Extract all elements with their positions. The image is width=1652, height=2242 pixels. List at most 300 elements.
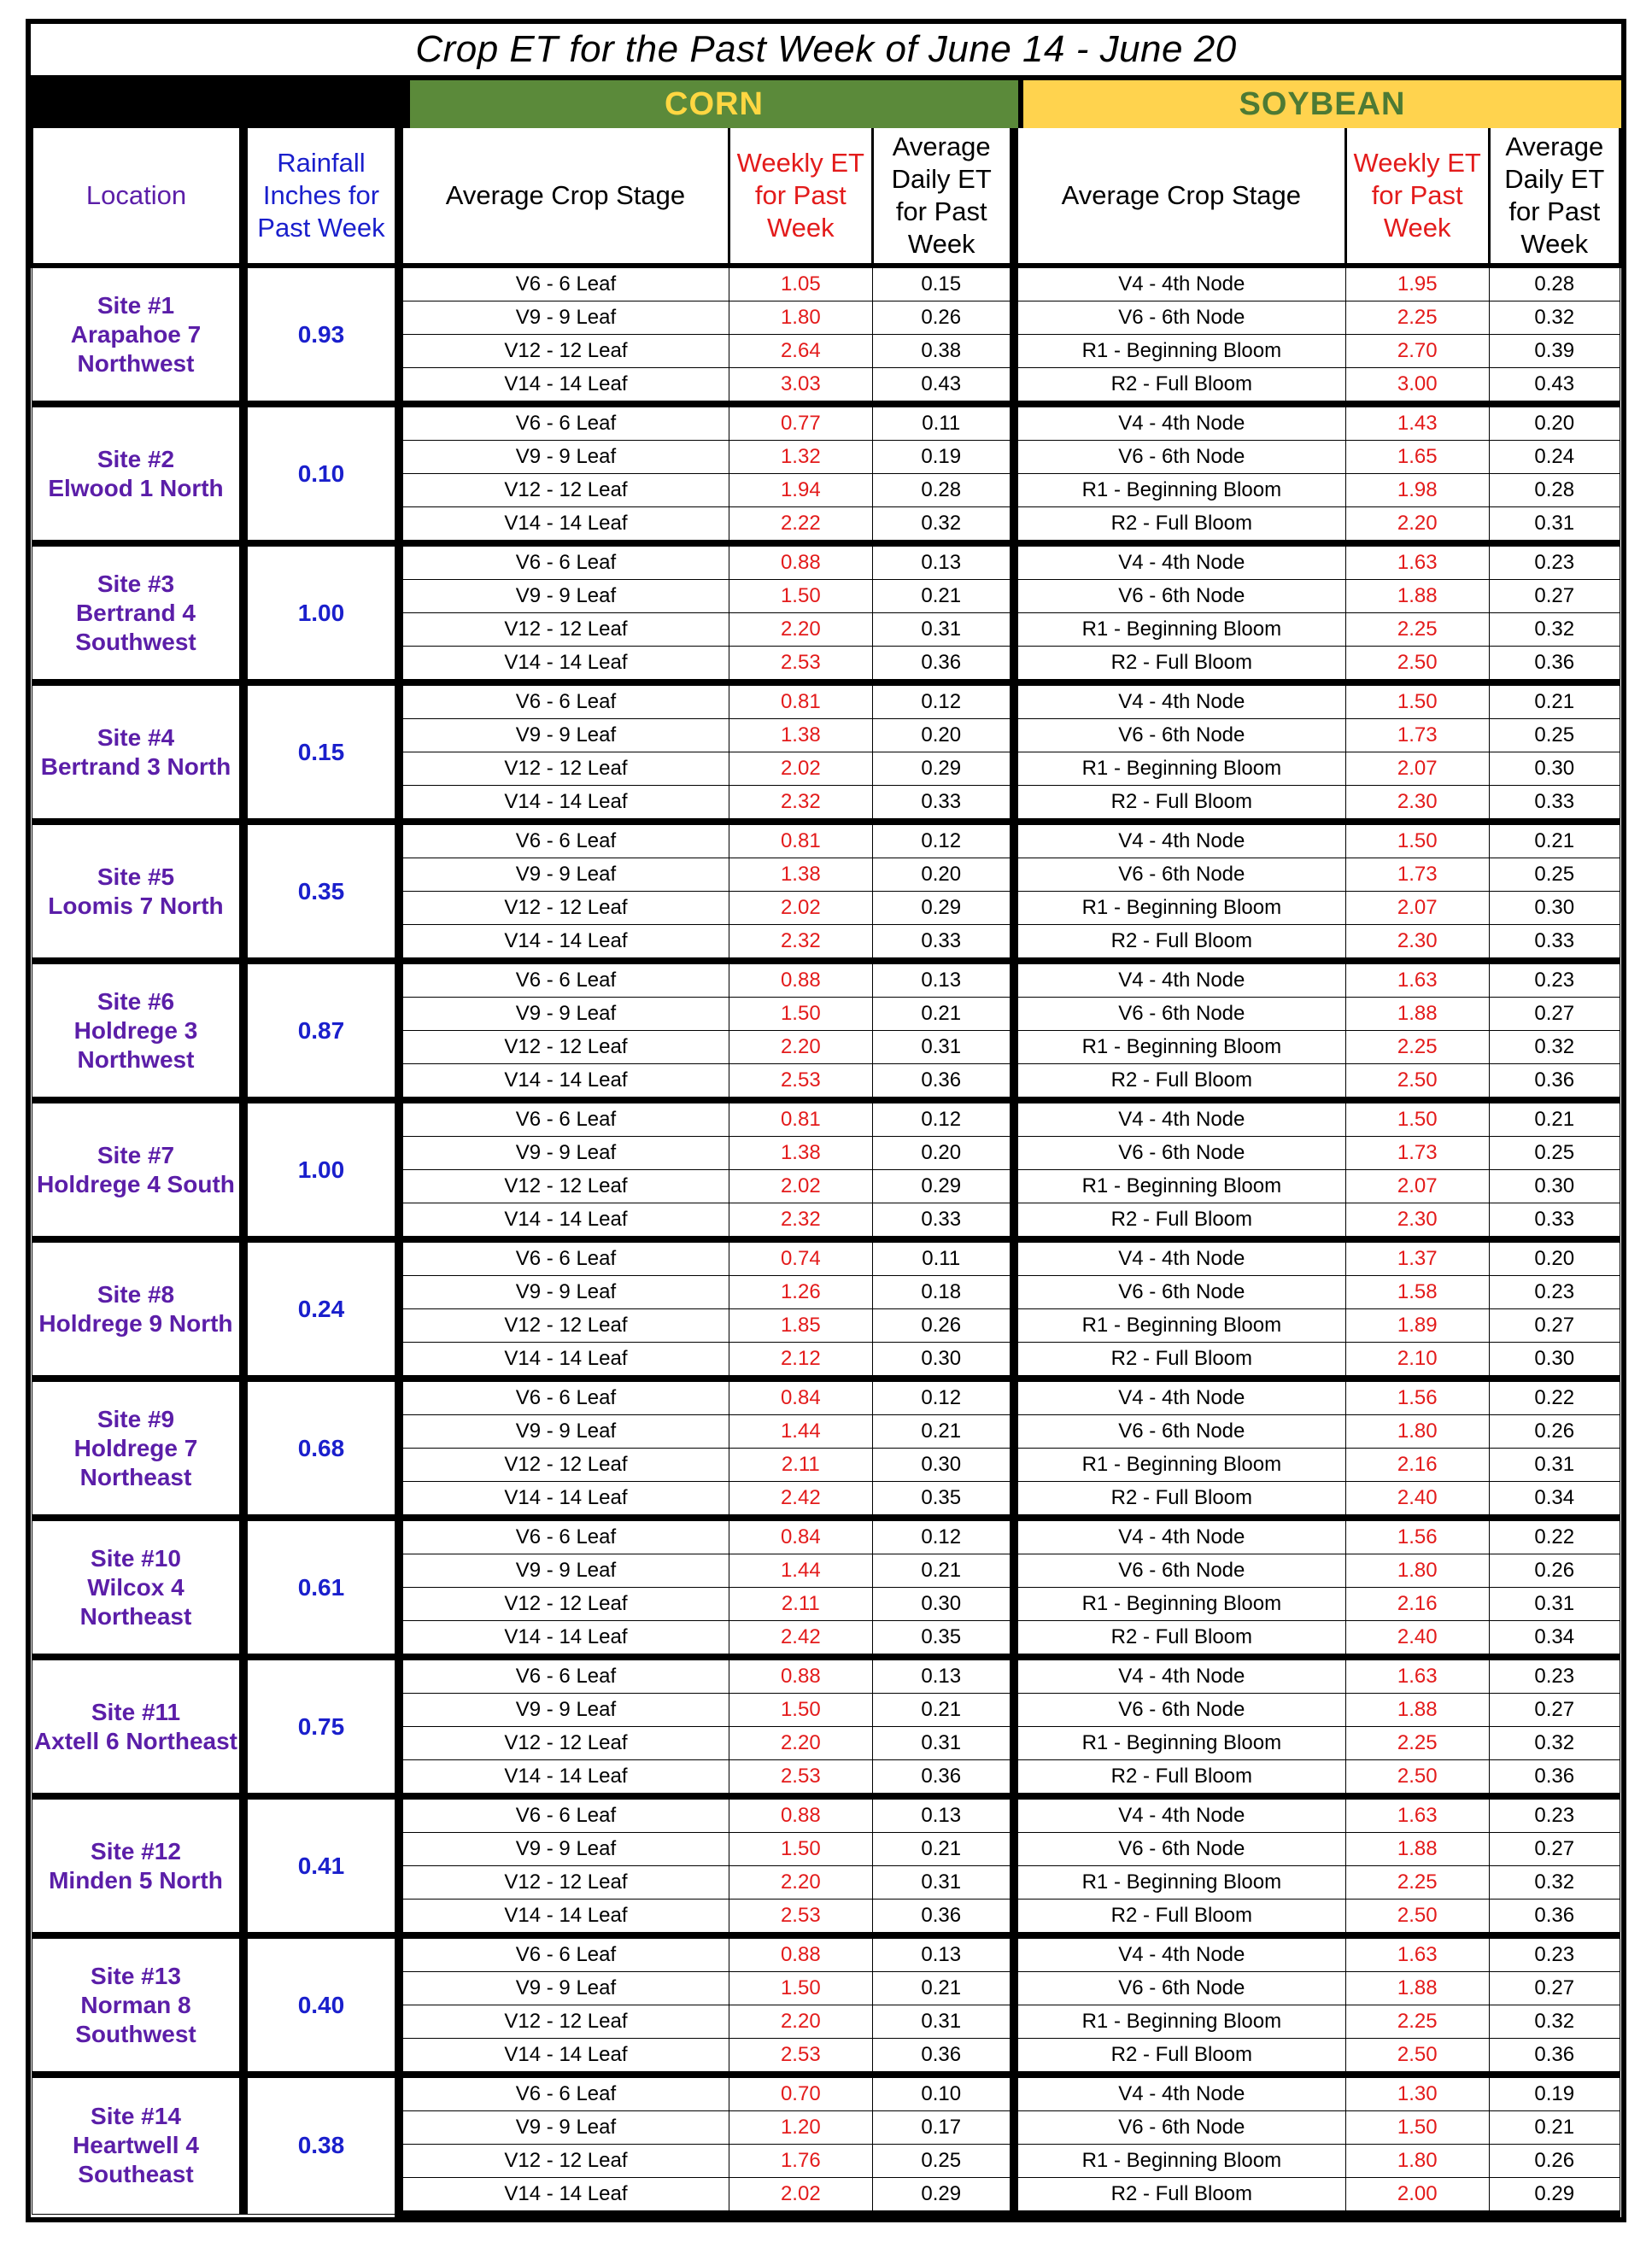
- soy-stage: R1 - Beginning Bloom: [1014, 1309, 1346, 1343]
- soy-stage: R2 - Full Bloom: [1014, 647, 1346, 683]
- corn-stage: V12 - 12 Leaf: [399, 1031, 729, 1064]
- corn-daily-et: 0.19: [872, 441, 1014, 474]
- corn-daily-et: 0.43: [872, 368, 1014, 405]
- corn-weekly-et: 0.88: [729, 1935, 872, 1972]
- soy-stage: R2 - Full Bloom: [1014, 786, 1346, 822]
- corn-stage: V6 - 6 Leaf: [399, 1796, 729, 1833]
- soy-weekly-et: 2.16: [1345, 1588, 1489, 1621]
- corn-daily-et: 0.31: [872, 1031, 1014, 1064]
- soy-weekly-et: 1.88: [1345, 1972, 1489, 2005]
- soy-daily-et: 0.32: [1489, 2005, 1620, 2039]
- corn-weekly-et: 1.38: [729, 858, 872, 892]
- corn-stage: V14 - 14 Leaf: [399, 1203, 729, 1240]
- corn-stage: V12 - 12 Leaf: [399, 892, 729, 925]
- soy-stage: R2 - Full Bloom: [1014, 1482, 1346, 1519]
- table-row: [32, 543, 1620, 580]
- site-name: Site #1: [97, 291, 175, 319]
- soy-stage: R1 - Beginning Bloom: [1014, 1031, 1346, 1064]
- site-location: [32, 822, 243, 961]
- corn-daily-et: 0.31: [872, 613, 1014, 647]
- corn-daily-et: 0.20: [872, 1137, 1014, 1170]
- corn-stage: V9 - 9 Leaf: [399, 1972, 729, 2005]
- corn-daily-et-header: Average Daily ET for Past Week: [872, 128, 1014, 266]
- corn-weekly-et: 3.03: [729, 368, 872, 405]
- soy-daily-et: 0.23: [1489, 1657, 1620, 1694]
- corn-daily-et: 0.36: [872, 1064, 1014, 1101]
- soy-stage: V6 - 6th Node: [1014, 719, 1346, 752]
- soy-weekly-et: 2.30: [1345, 1203, 1489, 1240]
- corn-stage: V9 - 9 Leaf: [399, 1415, 729, 1449]
- soy-weekly-et: 1.88: [1345, 1694, 1489, 1727]
- soy-daily-et: 0.22: [1489, 1379, 1620, 1415]
- site-name: Site #7: [97, 1141, 175, 1168]
- corn-stage: V14 - 14 Leaf: [399, 1482, 729, 1519]
- site-name: Site #6: [97, 987, 175, 1015]
- soy-weekly-et: 1.63: [1345, 1935, 1489, 1972]
- corn-stage-header: Average Crop Stage: [399, 128, 729, 266]
- site-rainfall: 0.40: [243, 1935, 399, 2075]
- corn-daily-et: 0.21: [872, 1694, 1014, 1727]
- corn-weekly-et: 1.94: [729, 474, 872, 507]
- soy-daily-et: 0.27: [1489, 1833, 1620, 1866]
- soy-stage: R1 - Beginning Bloom: [1014, 2005, 1346, 2039]
- soy-daily-et: 0.23: [1489, 961, 1620, 998]
- corn-daily-et: 0.21: [872, 580, 1014, 613]
- corn-stage: V12 - 12 Leaf: [399, 1170, 729, 1203]
- corn-daily-et: 0.33: [872, 786, 1014, 822]
- site-place: Axtell 6 Northeast: [33, 1727, 238, 1754]
- corn-weekly-et: 2.20: [729, 1727, 872, 1760]
- table-row: [32, 2075, 1620, 2111]
- soy-weekly-et: 2.30: [1345, 925, 1489, 962]
- corn-stage: V9 - 9 Leaf: [399, 858, 729, 892]
- soy-weekly-et: 2.25: [1345, 1727, 1489, 1760]
- column-header-row: [32, 128, 1620, 266]
- corn-stage: V9 - 9 Leaf: [399, 580, 729, 613]
- corn-stage: V14 - 14 Leaf: [399, 368, 729, 405]
- corn-weekly-et: 2.22: [729, 507, 872, 544]
- soy-stage: R1 - Beginning Bloom: [1014, 1588, 1346, 1621]
- soy-weekly-et: 1.50: [1345, 682, 1489, 719]
- corn-weekly-et: 2.20: [729, 1866, 872, 1900]
- soy-stage: V6 - 6th Node: [1014, 858, 1346, 892]
- soy-weekly-et: 2.40: [1345, 1621, 1489, 1658]
- corn-weekly-et: 0.77: [729, 404, 872, 441]
- corn-weekly-et: 2.53: [729, 1064, 872, 1101]
- site-rainfall: 0.24: [243, 1239, 399, 1379]
- corn-weekly-et: 2.02: [729, 752, 872, 786]
- corn-weekly-et: 2.32: [729, 786, 872, 822]
- soy-daily-et: 0.33: [1489, 786, 1620, 822]
- location-header: Location: [32, 128, 243, 266]
- soy-daily-et: 0.25: [1489, 719, 1620, 752]
- soy-daily-et: 0.31: [1489, 1449, 1620, 1482]
- corn-daily-et: 0.35: [872, 1621, 1014, 1658]
- soy-weekly-et: 2.10: [1345, 1343, 1489, 1379]
- corn-daily-et: 0.26: [872, 1309, 1014, 1343]
- corn-weekly-et: 1.38: [729, 1137, 872, 1170]
- soy-stage: R2 - Full Bloom: [1014, 2039, 1346, 2075]
- soy-weekly-et: 1.63: [1345, 1657, 1489, 1694]
- corn-weekly-et: 1.05: [729, 266, 872, 301]
- corn-weekly-et: 0.74: [729, 1239, 872, 1276]
- site-name: Site #9: [97, 1405, 175, 1432]
- soy-stage: R1 - Beginning Bloom: [1014, 1170, 1346, 1203]
- corn-weekly-et: 2.02: [729, 892, 872, 925]
- soy-stage: V6 - 6th Node: [1014, 1276, 1346, 1309]
- site-place: Elwood 1 North: [48, 474, 224, 501]
- soy-daily-et: 0.19: [1489, 2075, 1620, 2111]
- soy-daily-et: 0.33: [1489, 925, 1620, 962]
- corn-daily-et: 0.35: [872, 1482, 1014, 1519]
- site-place: Northeast: [79, 1602, 192, 1630]
- soy-weekly-et: 1.98: [1345, 474, 1489, 507]
- corn-stage: V12 - 12 Leaf: [399, 1588, 729, 1621]
- soy-daily-et: 0.26: [1489, 2145, 1620, 2178]
- table-row: [32, 961, 1620, 998]
- soy-stage: R1 - Beginning Bloom: [1014, 1866, 1346, 1900]
- soy-weekly-et-header: Weekly ET for Past Week: [1345, 128, 1489, 266]
- site-place: Holdrege 4 South: [37, 1170, 235, 1197]
- soy-stage: V4 - 4th Node: [1014, 1239, 1346, 1276]
- soy-weekly-et: 2.50: [1345, 2039, 1489, 2075]
- corn-weekly-et: 1.20: [729, 2111, 872, 2145]
- corn-weekly-et: 2.02: [729, 2178, 872, 2215]
- corn-stage: V14 - 14 Leaf: [399, 925, 729, 962]
- site-place: Arapahoe 7: [70, 320, 202, 348]
- soy-weekly-et: 1.50: [1345, 1100, 1489, 1137]
- soy-daily-et: 0.31: [1489, 507, 1620, 544]
- table-row: [32, 1239, 1620, 1276]
- corn-daily-et: 0.17: [872, 2111, 1014, 2145]
- soy-stage: R2 - Full Bloom: [1014, 507, 1346, 544]
- site-name: Site #11: [91, 1698, 181, 1725]
- soy-daily-et: 0.30: [1489, 892, 1620, 925]
- corn-stage: V12 - 12 Leaf: [399, 752, 729, 786]
- corn-daily-et: 0.10: [872, 2075, 1014, 2111]
- corn-stage: V12 - 12 Leaf: [399, 613, 729, 647]
- soy-daily-et: 0.36: [1489, 1064, 1620, 1101]
- site-rainfall: 0.10: [243, 404, 399, 543]
- corn-weekly-et: 2.53: [729, 2039, 872, 2075]
- soy-stage: V4 - 4th Node: [1014, 1796, 1346, 1833]
- corn-stage: V14 - 14 Leaf: [399, 1343, 729, 1379]
- site-rainfall: 0.61: [243, 1518, 399, 1657]
- site-place: Minden 5 North: [49, 1866, 223, 1894]
- corn-weekly-et: 1.32: [729, 441, 872, 474]
- site-name: Site #12: [91, 1837, 181, 1864]
- corn-stage: V14 - 14 Leaf: [399, 2039, 729, 2075]
- corn-stage: V14 - 14 Leaf: [399, 1621, 729, 1658]
- site-place: Northwest: [77, 1045, 195, 1073]
- site-rainfall: 0.35: [243, 822, 399, 961]
- corn-weekly-et: 1.76: [729, 2145, 872, 2178]
- corn-header: CORN: [410, 80, 1018, 128]
- site-place: Holdrege 7: [73, 1434, 198, 1461]
- corn-daily-et: 0.26: [872, 301, 1014, 335]
- site-location: [32, 1935, 243, 2075]
- soy-stage: R1 - Beginning Bloom: [1014, 2145, 1346, 2178]
- site-location: [32, 961, 243, 1100]
- corn-weekly-et: 1.26: [729, 1276, 872, 1309]
- corn-stage: V9 - 9 Leaf: [399, 1276, 729, 1309]
- soy-daily-et: 0.28: [1489, 474, 1620, 507]
- soy-stage: V4 - 4th Node: [1014, 1657, 1346, 1694]
- soy-stage: R1 - Beginning Bloom: [1014, 752, 1346, 786]
- soy-stage: R1 - Beginning Bloom: [1014, 474, 1346, 507]
- corn-weekly-et: 1.50: [729, 1694, 872, 1727]
- soy-stage: V6 - 6th Node: [1014, 301, 1346, 335]
- soy-weekly-et: 1.88: [1345, 580, 1489, 613]
- soy-weekly-et: 1.43: [1345, 404, 1489, 441]
- soy-weekly-et: 2.07: [1345, 892, 1489, 925]
- soy-daily-et: 0.36: [1489, 1760, 1620, 1797]
- soy-daily-et: 0.27: [1489, 1972, 1620, 2005]
- soy-weekly-et: 2.07: [1345, 1170, 1489, 1203]
- soy-weekly-et: 2.40: [1345, 1482, 1489, 1519]
- corn-daily-et: 0.13: [872, 1796, 1014, 1833]
- corn-weekly-et: 1.44: [729, 1415, 872, 1449]
- soy-stage: R2 - Full Bloom: [1014, 925, 1346, 962]
- corn-daily-et: 0.36: [872, 1900, 1014, 1936]
- site-place: Wilcox 4: [87, 1573, 185, 1601]
- soy-stage: V6 - 6th Node: [1014, 1833, 1346, 1866]
- corn-daily-et: 0.29: [872, 752, 1014, 786]
- corn-stage: V14 - 14 Leaf: [399, 507, 729, 544]
- soy-daily-et: 0.43: [1489, 368, 1620, 405]
- corn-daily-et: 0.31: [872, 1866, 1014, 1900]
- soy-weekly-et: 1.50: [1345, 2111, 1489, 2145]
- soy-daily-et: 0.24: [1489, 441, 1620, 474]
- soy-stage: V4 - 4th Node: [1014, 543, 1346, 580]
- soy-weekly-et: 2.16: [1345, 1449, 1489, 1482]
- soy-daily-et: 0.21: [1489, 682, 1620, 719]
- soy-stage: R2 - Full Bloom: [1014, 1900, 1346, 1936]
- soy-stage: V4 - 4th Node: [1014, 1518, 1346, 1554]
- corn-stage: V9 - 9 Leaf: [399, 2111, 729, 2145]
- soybean-header: SOYBEAN: [1023, 80, 1621, 128]
- soy-daily-et: 0.32: [1489, 1866, 1620, 1900]
- corn-stage: V14 - 14 Leaf: [399, 1760, 729, 1797]
- corn-weekly-et: 2.20: [729, 613, 872, 647]
- corn-stage: V14 - 14 Leaf: [399, 647, 729, 683]
- corn-weekly-et: 0.88: [729, 961, 872, 998]
- soy-daily-et: 0.21: [1489, 2111, 1620, 2145]
- site-place: Holdrege 9 North: [38, 1309, 233, 1337]
- soy-stage: V6 - 6th Node: [1014, 1554, 1346, 1588]
- corn-stage: V12 - 12 Leaf: [399, 1866, 729, 1900]
- site-place: Heartwell 4: [73, 2132, 199, 2159]
- corn-stage: V9 - 9 Leaf: [399, 1694, 729, 1727]
- corn-stage: V6 - 6 Leaf: [399, 961, 729, 998]
- corn-daily-et: 0.25: [872, 2145, 1014, 2178]
- soy-daily-et: 0.26: [1489, 1554, 1620, 1588]
- site-rainfall: 0.87: [243, 961, 399, 1100]
- corn-weekly-et-header: Weekly ET for Past Week: [729, 128, 872, 266]
- soy-weekly-et: 1.88: [1345, 1833, 1489, 1866]
- corn-stage: V6 - 6 Leaf: [399, 1657, 729, 1694]
- table-row: [32, 404, 1620, 441]
- corn-daily-et: 0.38: [872, 335, 1014, 368]
- table-row: [32, 1100, 1620, 1137]
- corn-daily-et: 0.33: [872, 1203, 1014, 1240]
- soy-weekly-et: 2.50: [1345, 1760, 1489, 1797]
- site-name: Site #8: [97, 1280, 175, 1308]
- corn-stage: V6 - 6 Leaf: [399, 1935, 729, 1972]
- site-location: [32, 266, 243, 404]
- soy-daily-et: 0.20: [1489, 1239, 1620, 1276]
- corn-stage: V6 - 6 Leaf: [399, 1100, 729, 1137]
- soy-daily-et: 0.27: [1489, 998, 1620, 1031]
- corn-daily-et: 0.29: [872, 1170, 1014, 1203]
- soy-weekly-et: 2.30: [1345, 786, 1489, 822]
- corn-weekly-et: 2.64: [729, 335, 872, 368]
- soy-weekly-et: 1.50: [1345, 822, 1489, 858]
- soy-daily-et: 0.34: [1489, 1621, 1620, 1658]
- soy-daily-et: 0.21: [1489, 822, 1620, 858]
- soy-daily-et: 0.32: [1489, 1727, 1620, 1760]
- soy-weekly-et: 1.30: [1345, 2075, 1489, 2111]
- corn-stage: V9 - 9 Leaf: [399, 301, 729, 335]
- soy-daily-et: 0.30: [1489, 752, 1620, 786]
- soy-daily-et: 0.34: [1489, 1482, 1620, 1519]
- corn-weekly-et: 0.81: [729, 822, 872, 858]
- corn-weekly-et: 0.88: [729, 543, 872, 580]
- soy-weekly-et: 2.25: [1345, 613, 1489, 647]
- corn-stage: V6 - 6 Leaf: [399, 404, 729, 441]
- site-place: Norman 8: [80, 1991, 191, 2018]
- corn-weekly-et: 2.32: [729, 925, 872, 962]
- site-location: [32, 1796, 243, 1935]
- soy-stage: R1 - Beginning Bloom: [1014, 1727, 1346, 1760]
- corn-stage: V9 - 9 Leaf: [399, 1137, 729, 1170]
- soy-weekly-et: 1.56: [1345, 1518, 1489, 1554]
- table-row: [32, 1379, 1620, 1415]
- corn-weekly-et: 2.53: [729, 1760, 872, 1797]
- soy-daily-et: 0.27: [1489, 1694, 1620, 1727]
- soy-stage: V6 - 6th Node: [1014, 1694, 1346, 1727]
- soy-stage: V4 - 4th Node: [1014, 961, 1346, 998]
- corn-daily-et: 0.21: [872, 1415, 1014, 1449]
- corn-weekly-et: 0.88: [729, 1657, 872, 1694]
- soy-weekly-et: 2.00: [1345, 2178, 1489, 2215]
- soy-weekly-et: 2.50: [1345, 1064, 1489, 1101]
- soy-weekly-et: 1.95: [1345, 266, 1489, 301]
- soy-weekly-et: 1.80: [1345, 1554, 1489, 1588]
- soy-daily-et: 0.32: [1489, 1031, 1620, 1064]
- corn-stage: V12 - 12 Leaf: [399, 1727, 729, 1760]
- soy-stage: V4 - 4th Node: [1014, 266, 1346, 301]
- soy-daily-et: 0.23: [1489, 1276, 1620, 1309]
- soy-weekly-et: 1.73: [1345, 1137, 1489, 1170]
- table-row: [32, 266, 1620, 301]
- soy-stage: R1 - Beginning Bloom: [1014, 892, 1346, 925]
- site-location: [32, 1518, 243, 1657]
- corn-daily-et: 0.20: [872, 719, 1014, 752]
- corn-daily-et: 0.33: [872, 925, 1014, 962]
- corn-stage: V14 - 14 Leaf: [399, 786, 729, 822]
- soy-weekly-et: 1.73: [1345, 719, 1489, 752]
- corn-stage: V6 - 6 Leaf: [399, 822, 729, 858]
- corn-weekly-et: 1.44: [729, 1554, 872, 1588]
- corn-stage: V12 - 12 Leaf: [399, 1449, 729, 1482]
- corn-daily-et: 0.11: [872, 404, 1014, 441]
- corn-weekly-et: 1.80: [729, 301, 872, 335]
- corn-daily-et: 0.13: [872, 543, 1014, 580]
- corn-weekly-et: 2.42: [729, 1482, 872, 1519]
- soy-stage: R2 - Full Bloom: [1014, 2178, 1346, 2215]
- site-rainfall: 1.00: [243, 1100, 399, 1239]
- soy-daily-et: 0.31: [1489, 1588, 1620, 1621]
- corn-stage: V6 - 6 Leaf: [399, 682, 729, 719]
- soy-daily-et: 0.32: [1489, 613, 1620, 647]
- soy-stage: V4 - 4th Node: [1014, 404, 1346, 441]
- corn-weekly-et: 1.50: [729, 1972, 872, 2005]
- corn-stage: V12 - 12 Leaf: [399, 474, 729, 507]
- corn-weekly-et: 1.50: [729, 998, 872, 1031]
- site-location: [32, 1239, 243, 1379]
- soy-daily-et: 0.33: [1489, 1203, 1620, 1240]
- soy-stage: R2 - Full Bloom: [1014, 1064, 1346, 1101]
- corn-daily-et: 0.30: [872, 1449, 1014, 1482]
- soy-daily-et: 0.29: [1489, 2178, 1620, 2215]
- corn-stage: V12 - 12 Leaf: [399, 335, 729, 368]
- soy-stage: V6 - 6th Node: [1014, 1137, 1346, 1170]
- soy-weekly-et: 1.65: [1345, 441, 1489, 474]
- soy-daily-et: 0.23: [1489, 1935, 1620, 1972]
- soy-weekly-et: 2.25: [1345, 2005, 1489, 2039]
- corn-stage: V9 - 9 Leaf: [399, 1554, 729, 1588]
- corn-stage: V6 - 6 Leaf: [399, 2075, 729, 2111]
- corn-daily-et: 0.12: [872, 822, 1014, 858]
- site-name: Site #2: [97, 445, 175, 472]
- soy-weekly-et: 2.70: [1345, 335, 1489, 368]
- corn-stage: V12 - 12 Leaf: [399, 1309, 729, 1343]
- soy-stage: V6 - 6th Node: [1014, 1415, 1346, 1449]
- site-name: Site #3: [97, 570, 175, 597]
- table-row: [32, 1518, 1620, 1554]
- corn-daily-et: 0.36: [872, 2039, 1014, 2075]
- soy-daily-et: 0.27: [1489, 580, 1620, 613]
- corn-stage: V6 - 6 Leaf: [399, 266, 729, 301]
- site-name: Site #10: [91, 1544, 181, 1572]
- corn-weekly-et: 1.50: [729, 580, 872, 613]
- corn-weekly-et: 2.32: [729, 1203, 872, 1240]
- soy-weekly-et: 1.80: [1345, 2145, 1489, 2178]
- corn-stage: V6 - 6 Leaf: [399, 543, 729, 580]
- soy-daily-et: 0.30: [1489, 1343, 1620, 1379]
- site-place: Northeast: [79, 1463, 192, 1490]
- corn-daily-et: 0.36: [872, 1760, 1014, 1797]
- soy-stage: V6 - 6th Node: [1014, 441, 1346, 474]
- soy-stage: R1 - Beginning Bloom: [1014, 613, 1346, 647]
- corn-weekly-et: 2.42: [729, 1621, 872, 1658]
- site-place: Southwest: [75, 2020, 196, 2047]
- soy-weekly-et: 2.25: [1345, 1031, 1489, 1064]
- soy-weekly-et: 2.50: [1345, 647, 1489, 683]
- soy-stage: V6 - 6th Node: [1014, 998, 1346, 1031]
- corn-weekly-et: 2.53: [729, 647, 872, 683]
- soy-daily-et: 0.36: [1489, 647, 1620, 683]
- corn-daily-et: 0.12: [872, 1379, 1014, 1415]
- soy-weekly-et: 1.88: [1345, 998, 1489, 1031]
- soy-daily-et: 0.36: [1489, 1900, 1620, 1936]
- corn-weekly-et: 0.84: [729, 1379, 872, 1415]
- soy-daily-et: 0.25: [1489, 1137, 1620, 1170]
- soy-stage: R2 - Full Bloom: [1014, 1203, 1346, 1240]
- soy-weekly-et: 1.89: [1345, 1309, 1489, 1343]
- corn-weekly-et: 0.81: [729, 682, 872, 719]
